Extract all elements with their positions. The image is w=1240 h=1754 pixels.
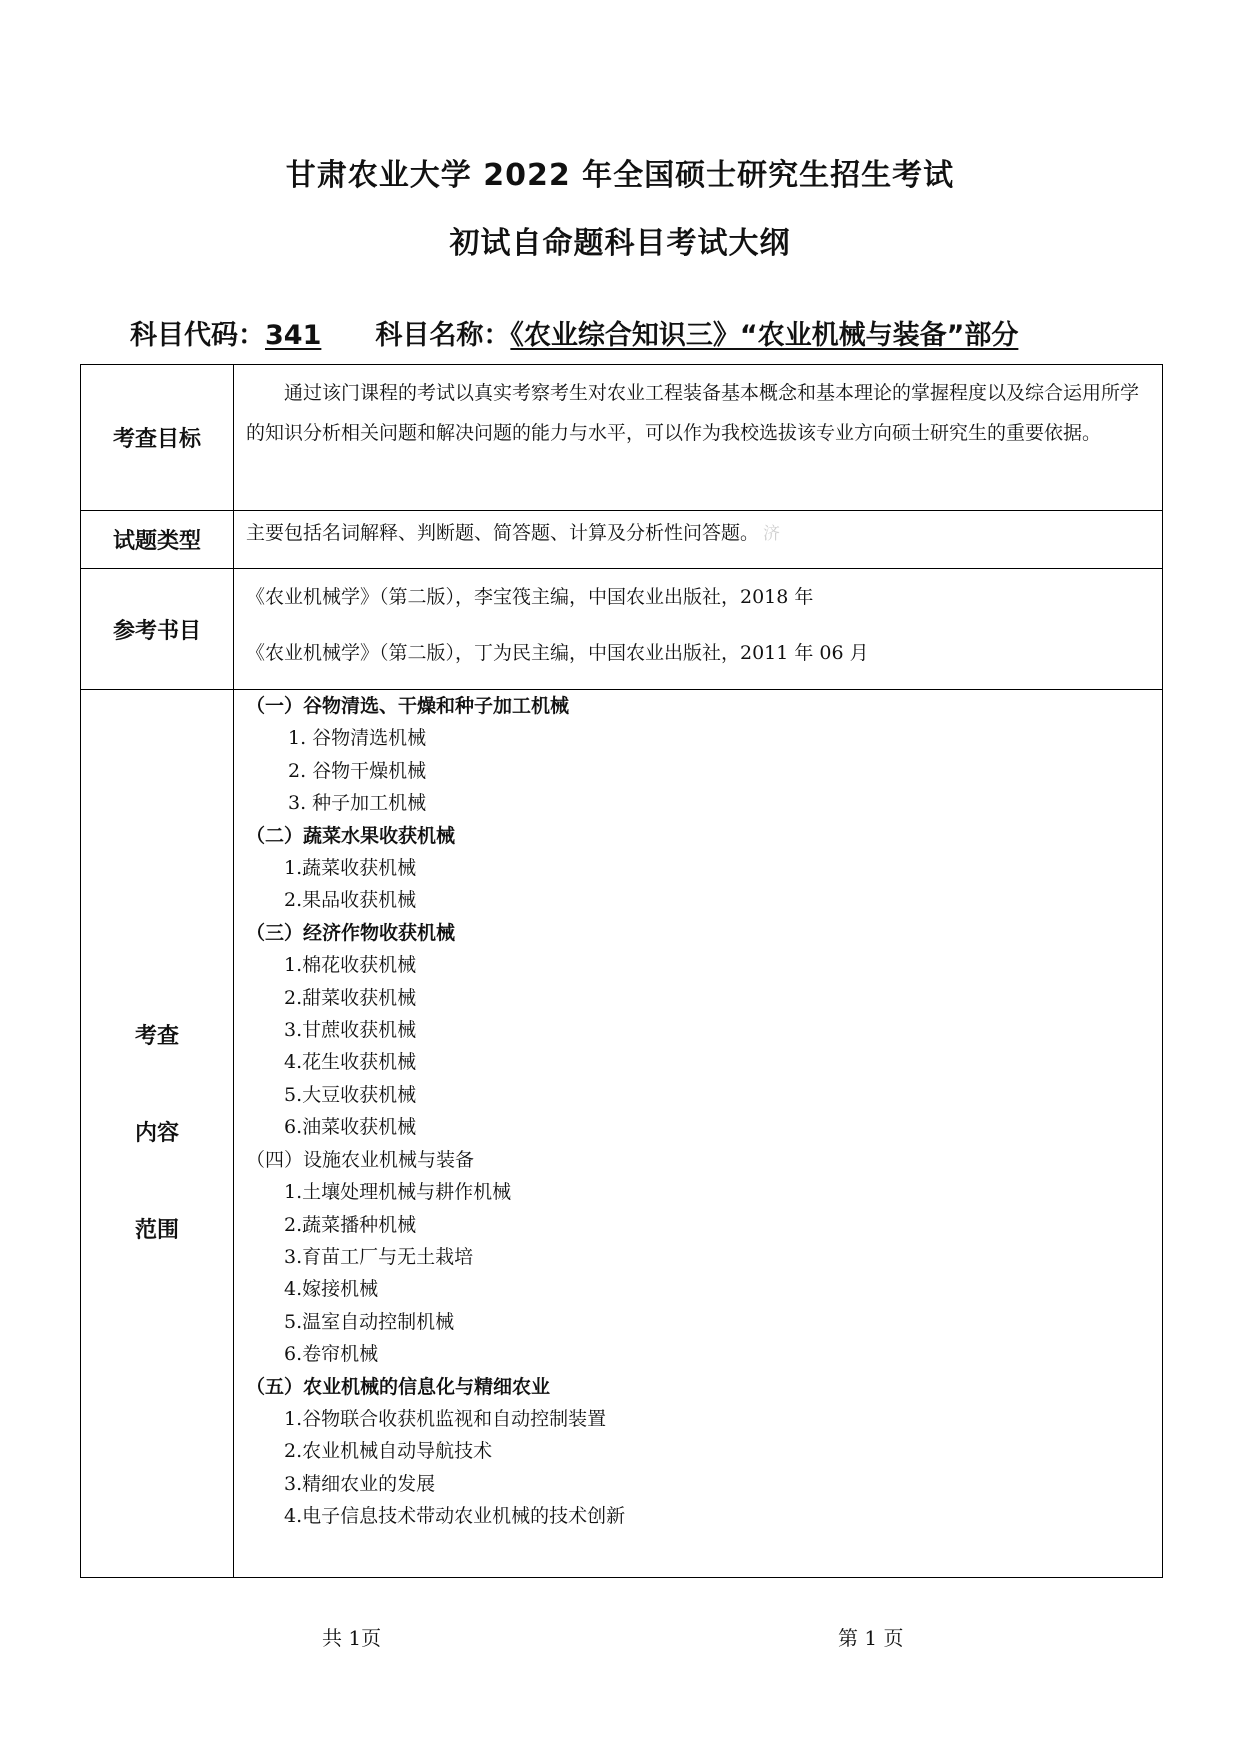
subject-code-label: 科目代码： — [130, 320, 265, 351]
reference-books-label: 参考书目 — [81, 569, 234, 690]
scope-item: 6.卷帘机械 — [284, 1343, 379, 1366]
scope-item: 1.蔬菜收获机械 — [284, 857, 417, 880]
scope-item: 5.温室自动控制机械 — [284, 1310, 455, 1333]
scope-item: 3.育苗工厂与无土栽培 — [284, 1245, 474, 1268]
scope-label-part: 内容 — [134, 1121, 179, 1146]
scope-item: 2.农业机械自动导航技术 — [284, 1440, 493, 1463]
scope-label — [81, 690, 234, 1578]
scope-label-part: 考查 — [134, 1024, 179, 1049]
scope-item: 2.蔬菜播种机械 — [284, 1213, 417, 1236]
scope-content — [234, 690, 1163, 1578]
subject-name-label: 科目名称： — [375, 320, 511, 351]
scope-item: 2. 谷物干燥机械 — [288, 759, 427, 782]
goal-text: 通过该门课程的考试以真实考察考生对农业工程装备基本概念和基本理论的掌握程度以及综合运用所学的知识分析相关问题和解决问题的能力与水平，可以作为我校选拔该专业方向硕士研究生的重要依据。 — [246, 382, 1140, 444]
reference-book-item: 《农业机械学》（第二版），丁为民主编，中国农业出版社，2011 年 06 月 — [246, 642, 869, 664]
footer-total-pages: 共 1页 — [322, 1626, 382, 1650]
document-title-line-2: 初试自命题科目考试大纲 — [449, 226, 791, 261]
table-row-goal — [81, 365, 1163, 511]
scope-item: 2.甜菜收获机械 — [284, 986, 417, 1009]
question-types-text: 主要包括名词解释、判断题、简答题、计算及分析性问答题。 — [246, 522, 760, 544]
scope-item: 1. 谷物清选机械 — [288, 727, 427, 750]
subject-line — [130, 313, 1160, 352]
footer-page-number: 第 1 页 — [838, 1626, 904, 1650]
scope-item: 6.油菜收获机械 — [284, 1116, 417, 1139]
scope-item: 3.甘蔗收获机械 — [284, 1019, 417, 1042]
reference-book-item: 《农业机械学》（第二版），李宝筏主编，中国农业出版社，2018 年 — [246, 586, 814, 608]
question-types-label: 试题类型 — [81, 511, 234, 569]
scope-item: 1.棉花收获机械 — [284, 954, 417, 977]
subject-name-value: 《农业综合知识三》“农业机械与装备”部分 — [510, 320, 1019, 351]
scope-item: 5.大豆收获机械 — [284, 1083, 417, 1106]
scope-label-part: 范围 — [134, 1218, 179, 1243]
scope-item: 3.精细农业的发展 — [284, 1472, 436, 1495]
scope-item: 4.花生收获机械 — [284, 1051, 417, 1074]
goal-label: 考查目标 — [81, 365, 234, 511]
reference-books-content — [234, 569, 1163, 690]
table-row-reference-books — [81, 569, 1163, 690]
question-types-content — [234, 511, 1163, 569]
scope-section-heading: （五）农业机械的信息化与精细农业 — [246, 1375, 551, 1398]
goal-content — [234, 365, 1163, 511]
scope-section-heading: （一）谷物清选、干燥和种子加工机械 — [246, 695, 570, 717]
scope-item: 1.土壤处理机械与耕作机械 — [284, 1181, 512, 1204]
document-title-line-1: 甘肃农业大学 2022 年全国硕士研究生招生考试 — [285, 158, 955, 193]
scope-item: 3. 种子加工机械 — [288, 792, 427, 815]
table-row-question-types — [81, 511, 1163, 569]
scope-item: 1.谷物联合收获机监视和自动控制装置 — [284, 1407, 607, 1430]
watermark-text: 济 — [763, 524, 781, 544]
syllabus-table — [80, 364, 1163, 1578]
table-row-scope — [81, 690, 1163, 1578]
scope-item: 2.果品收获机械 — [284, 889, 417, 912]
scope-item: 4.嫁接机械 — [284, 1278, 379, 1301]
scope-section-heading: （三）经济作物收获机械 — [246, 921, 456, 944]
scope-section-heading: （四）设施农业机械与装备 — [246, 1148, 475, 1171]
scope-item: 4.电子信息技术带动农业机械的技术创新 — [284, 1505, 626, 1528]
subject-code-value: 341 — [265, 320, 322, 351]
scope-section-heading: （二）蔬菜水果收获机械 — [246, 824, 456, 847]
